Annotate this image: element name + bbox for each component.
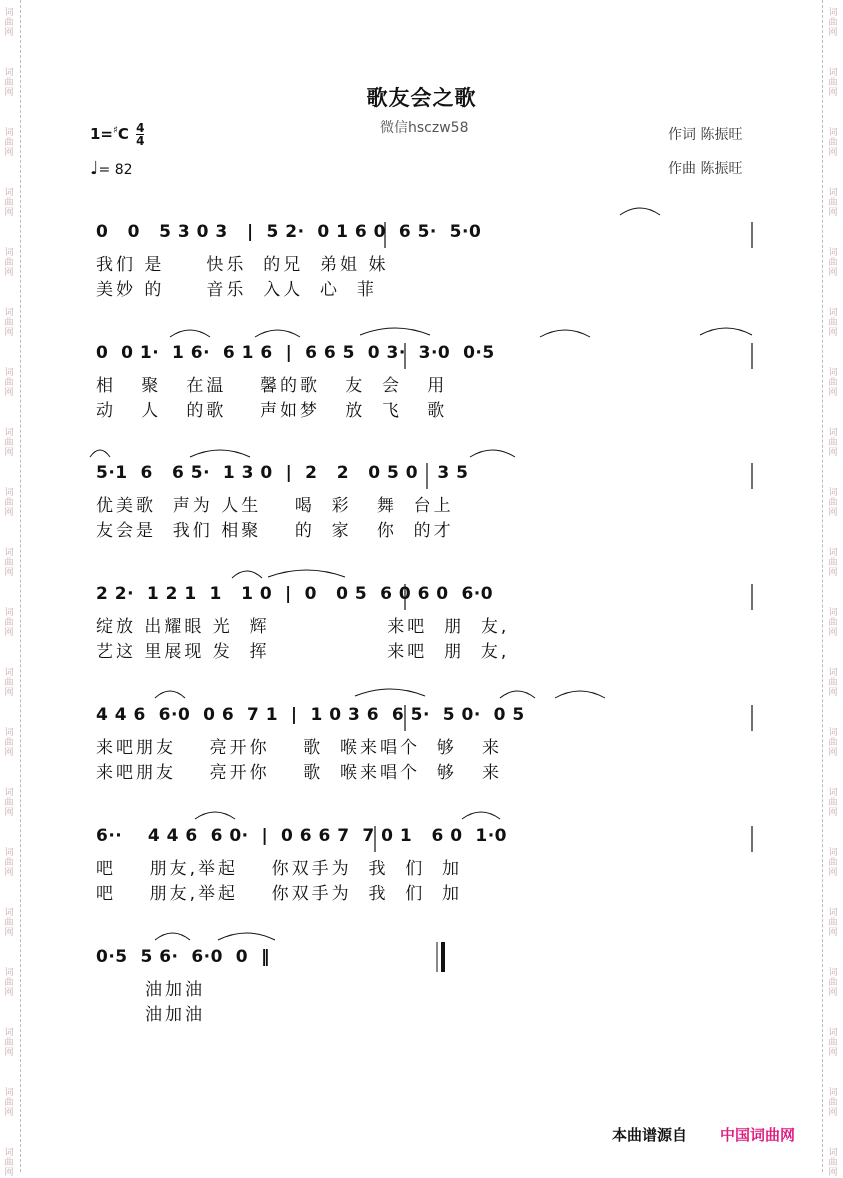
- notes-row: 0 0 5 3 0 3 | 5 2· 0 1 6 0 6 5· 5·0: [96, 222, 482, 242]
- slur: [170, 330, 210, 337]
- watermark-text: 词 曲 网: [828, 368, 838, 398]
- watermark-text: 词 曲 网: [828, 788, 838, 818]
- notes-row: 6·· 4 4 6 6 0· | 0 6 6 7 7 0 1 6 0 1·0: [96, 826, 508, 846]
- subtitle: 微信hsczw58: [380, 120, 469, 136]
- slur: [500, 691, 535, 698]
- watermark-text: 词 曲 网: [828, 68, 838, 98]
- slur: [355, 689, 425, 696]
- watermark-text: 词 曲 网: [4, 728, 14, 758]
- tempo-mark: ♩= 82: [90, 158, 133, 179]
- watermark-text: 词 曲 网: [828, 1028, 838, 1058]
- lyric-line-1: 油加油: [145, 980, 205, 1000]
- watermark-text: 词 曲 网: [4, 68, 14, 98]
- lyric-line-2: 艺这 里展现 发 挥 来吧 朋 友,: [96, 642, 510, 662]
- slur: [255, 330, 300, 337]
- watermark-text: 词 曲 网: [828, 608, 838, 638]
- slur: [218, 933, 275, 940]
- lyric-line-1: 我们 是 快乐 的兄 弟姐 妹: [96, 255, 389, 275]
- notes-row: 5·1 6 6 5· 1 3 0 | 2 2 0 5 0 3 5: [96, 463, 469, 483]
- watermark-text: 词 曲 网: [828, 8, 838, 38]
- notes-row: 2 2· 1 2 1 1 1 0 | 0 0 5 6 0 6 0 6·0: [96, 584, 494, 604]
- slur: [155, 933, 190, 940]
- watermark-text: 词 曲 网: [4, 128, 14, 158]
- watermark-text: 词 曲 网: [828, 128, 838, 158]
- lyric-line-1: 绽放 出耀眼 光 辉 来吧 朋 友,: [96, 617, 510, 637]
- slur: [232, 571, 262, 578]
- slur: [190, 450, 250, 457]
- slur: [700, 328, 752, 335]
- watermark-text: 词 曲 网: [4, 608, 14, 638]
- slur: [90, 450, 110, 457]
- watermark-text: 词 曲 网: [828, 428, 838, 458]
- lyric-line-1: 来吧朋友 亮开你 歌 喉来唱个 够 来: [96, 738, 503, 758]
- watermark-text: 词 曲 网: [4, 1148, 14, 1178]
- watermark-text: 词 曲 网: [4, 428, 14, 458]
- final-barline: [441, 942, 445, 972]
- notes-row: 0 0 1· 1 6· 6 1 6 | 6 6 5 0 3· 3·0 0·5: [96, 343, 495, 363]
- slur: [540, 330, 590, 337]
- watermark-text: 词 曲 网: [4, 1028, 14, 1058]
- footer-site: 中国词曲网: [720, 1126, 796, 1144]
- watermark-text: 词 曲 网: [4, 308, 14, 338]
- lyricist-credit: 作词 陈振旺: [668, 127, 743, 143]
- watermark-text: 词 曲 网: [4, 8, 14, 38]
- watermark-text: 词 曲 网: [828, 848, 838, 878]
- watermark-text: 词 曲 网: [828, 668, 838, 698]
- watermark-text: 词 曲 网: [4, 968, 14, 998]
- watermark-text: 词 曲 网: [4, 788, 14, 818]
- lyric-line-2: 来吧朋友 亮开你 歌 喉来唱个 够 来: [96, 763, 503, 783]
- watermark-text: 词 曲 网: [4, 488, 14, 518]
- watermark-text: 词 曲 网: [4, 908, 14, 938]
- watermark-text: 词 曲 网: [828, 248, 838, 278]
- watermark-text: 词 曲 网: [828, 188, 838, 218]
- slur: [195, 812, 235, 819]
- watermark-text: 词 曲 网: [828, 908, 838, 938]
- notes-row: 4 4 6 6·0 0 6 7 1 | 1 0 3 6 6 5· 5 0· 0 5: [96, 705, 525, 725]
- slur: [360, 328, 430, 335]
- lyric-line-2: 动 人 的歌 声如梦 放 飞 歌: [96, 401, 448, 421]
- watermark-text: 词 曲 网: [828, 488, 838, 518]
- lyric-line-1: 相 聚 在温 馨的歌 友 会 用: [96, 376, 448, 396]
- watermark-text: 词 曲 网: [828, 968, 838, 998]
- song-title: 歌友会之歌: [366, 86, 477, 110]
- lyric-line-2: 吧 朋友,举起 你双手为 我 们 加: [96, 884, 463, 904]
- watermark-text: 词 曲 网: [4, 548, 14, 578]
- watermark-text: 词 曲 网: [4, 368, 14, 398]
- notes-row: 0·5 5 6· 6·0 0 ‖: [96, 947, 270, 967]
- lyric-line-2: 美妙 的 音乐 入人 心 菲: [96, 280, 377, 300]
- slur: [470, 450, 515, 457]
- watermark-text: 词 曲 网: [828, 308, 838, 338]
- key-signature: 1=♯C $\frac{4}{4}$: [90, 121, 145, 148]
- quarter-note-icon: ♩: [90, 158, 99, 179]
- lyric-line-1: 优美歌 声为 人生 喝 彩 舞 台上: [96, 496, 454, 516]
- slur: [555, 691, 605, 698]
- footer-source: 本曲谱源自: [612, 1126, 688, 1144]
- slur: [620, 208, 660, 215]
- watermark-text: 词 曲 网: [4, 1088, 14, 1118]
- watermark-text: 词 曲 网: [4, 848, 14, 878]
- slur: [268, 570, 345, 577]
- lyric-line-1: 吧 朋友,举起 你双手为 我 们 加: [96, 859, 463, 879]
- lyric-line-2: 友会是 我们 相聚 的 家 你 的才: [96, 521, 454, 541]
- watermark-text: 词 曲 网: [4, 668, 14, 698]
- lyric-line-2: 油加油: [145, 1005, 205, 1025]
- watermark-text: 词 曲 网: [4, 248, 14, 278]
- slur: [155, 691, 185, 698]
- watermark-text: 词 曲 网: [828, 548, 838, 578]
- watermark-text: 词 曲 网: [828, 1148, 838, 1178]
- slur: [462, 812, 500, 819]
- composer-credit: 作曲 陈振旺: [668, 161, 743, 177]
- watermark-text: 词 曲 网: [828, 728, 838, 758]
- time-signature: $\frac{4}{4}$: [136, 121, 145, 148]
- watermark-text: 词 曲 网: [828, 1088, 838, 1118]
- watermark-text: 词 曲 网: [4, 188, 14, 218]
